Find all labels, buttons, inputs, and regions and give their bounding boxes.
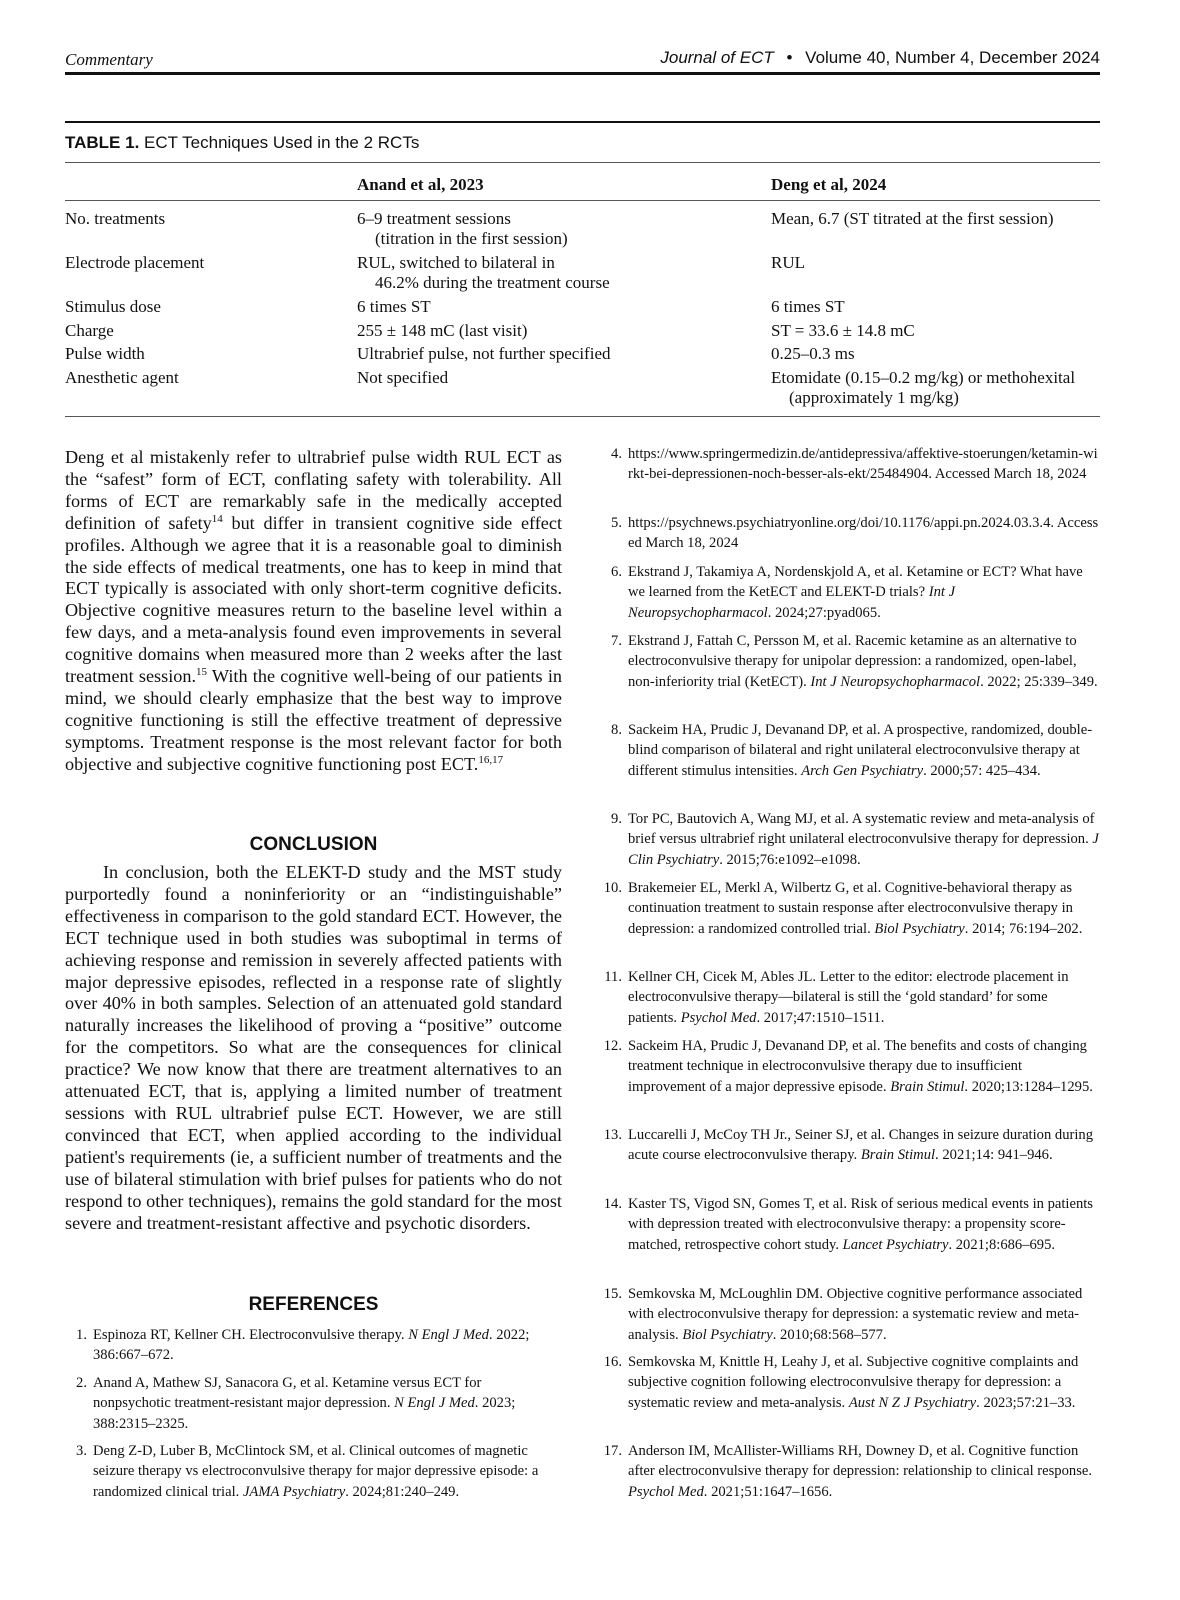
- cell-anand: RUL, switched to bilateral in 46.2% during the treatment course: [357, 253, 610, 292]
- table-col-header-anand: Anand et al, 2023: [357, 175, 484, 194]
- row-label: Pulse width: [65, 344, 145, 363]
- header-rule: [65, 72, 1100, 75]
- section-label: Commentary: [65, 50, 153, 69]
- citation: 16,17: [478, 753, 504, 766]
- table-label: TABLE 1.: [65, 133, 140, 152]
- cell-deng: Etomidate (0.15–0.2 mg/kg) or methohexital (approximately 1 mg/kg): [771, 368, 1076, 407]
- table-col-header-deng: Deng et al, 2024: [771, 175, 887, 194]
- cell-anand: 6 times ST: [357, 297, 431, 316]
- row-label: Electrode placement: [65, 253, 205, 272]
- journal-name: Journal of ECT: [660, 48, 774, 67]
- cell-deng: 0.25–0.3 ms: [771, 344, 855, 363]
- running-header: [65, 48, 1100, 72]
- bullet-separator: •: [786, 48, 793, 67]
- cell-anand: Ultrabrief pulse, not further specified: [357, 344, 611, 363]
- cell-deng: 6 times ST: [771, 297, 845, 316]
- cell-deng: Mean, 6.7 (ST titrated at the first session): [771, 209, 1054, 228]
- table-caption: [65, 133, 419, 153]
- body-paragraph: Deng et al mistakenly refer to ultrabrief pulse width RUL ECT as the “safest” form of ECT, conflating safety with tolerability. All forms of ECT are remarkably safe in the medically accepted definition of safety$^{14}$ but differ in transient cognitive side effect profiles. Although we agree that it is a reasonable goal to diminish the side effects of medical treatments, one has to keep in mind that ECT typically is associated with only short-term cognitive deficits. Objective cognitive measures return to the baseline level within a few days, and a meta-analysis found even improvements in several cognitive domains when measured more than 2 weeks after the last treatment session.$^{15}$ With the cognitive well-being of our patients in mind, we should clearly emphasize that the best way to improve cognitive functioning is still the effective treatment of depressive symptoms. Treatment response is the most relevant factor for both objective and subjective cognitive functioning post ECT.$^{16,17}$: [65, 447, 562, 774]
- journal-issue: [660, 48, 1100, 68]
- table-bottom-rule: [65, 416, 1100, 417]
- row-label: Anesthetic agent: [65, 368, 179, 387]
- row-label: Charge: [65, 321, 114, 340]
- cell-anand: 255 ± 148 mC (last visit): [357, 321, 528, 340]
- row-label: No. treatments: [65, 209, 166, 228]
- cell-deng: ST = 33.6 ± 14.8 mC: [771, 321, 915, 340]
- citation: 14: [211, 512, 223, 525]
- cell-deng: RUL: [771, 253, 805, 272]
- citation: 15: [196, 666, 208, 678]
- cell-anand: Not specified: [357, 368, 449, 387]
- table-title: ECT Techniques Used in the 2 RCTs: [144, 133, 420, 152]
- issue-info: Volume 40, Number 4, December 2024: [805, 48, 1100, 67]
- table-top-rule: [65, 121, 1100, 123]
- row-label: Stimulus dose: [65, 297, 161, 316]
- journal-page: Commentary Journal of ECT • Volume 40, Number 4, December 2024 TABLE 1. ECT Techniques Used in the 2 RCTs Anand et al, 2023 Deng et al, 2024 No. treatments 6–9 treatment sessions (titration in the first session) Mean, 6.7 (ST titrated at the first session) Electrode placement RUL, switched to bilateral in 46.2% during the treatment course RUL Stimulus dose 6 times ST 6 times ST Charge 255 ± 148 mC (last visit) ST = 33.6 ± 14.8 mC Pulse width Ultrabrief pulse, not further specified 0.25–0.3 ms Anesthetic agent Not specified Etomidate (0.15–0.2 mg/kg) or methohexital (approximately 1 mg/kg) Deng et al mistakenly refer to ultrabrief pulse width RUL ECT as the “safest” form of ECT, conflating safety with tolerability. All forms of ECT are remarkably safe in the medically accepted definition of safety$^{14}$ but differ in transient cognitive side effect profiles. Although we agree that it is a reasonable goal to diminish the side effects of medical treatments, one has to keep in mind that ECT typically is associated with only short-term cognitive deficits. Objective cognitive measures return to the baseline level within a few days, and a meta-analysis found even improvements in several cognitive domains when measured more than 2 weeks after the last treatment session.$^{15}$ With the cognitive well-being of our patients in mind, we should clearly emphasize that the best way to improve cognitive functioning is still the effective treatment of depressive symptoms. Treatment response is the most relevant factor for both objective and subjective cognitive functioning post ECT.$^{16,17}$ CONCLUSION In conclusion, both the ELEKT-D study and the MST study purportedly found a noninferiority or an “indistinguishable” effectiveness in comparison to the gold standard ECT. However, the ECT technique used in both studies was suboptimal in terms of achieving response and remission in severely affected patients with major depressive episodes, reflected in a response rate of slightly over 40% in both samples. Selection of an attenuated gold standard naturally increases the likelihood of proving a “positive” outcome for the competitors. So what are the consequences for clinical practice? We now know that there are treatment alternatives to an attenuated ECT, that is, applying a limited number of treatment sessions with RUL ultrabrief pulse ECT. However, we are still convinced that ECT, when applied according to the individual patient's requirements (ie, a sufficient number of treatments and the use of bilateral stimulation with brief pulses for patients who do not respond to other techniques), remains the gold standard for the most severe and treatment-resistant affective and psychotic disorders. REFERENCES 1. Espinoza RT, Kellner CH. Electroconvulsive therapy. N Engl J Med. 2022; 386:667–672. 2. Anand A, Mathew SJ, Sanacora G, et al. Ketamine versus ECT for nonpsychotic treatment-resistant major depression. N Engl J Med. 2023; 388:2315–2325. 3. Deng Z-D, Luber B, McClintock SM, et al. Clinical outcomes of magnetic seizure therapy vs electroconvulsive therapy for major depressive episode: a randomized clinical trial. JAMA Psychiatry. 2024;81:240–249. 4. https://www.springermedizin.de/antidepressiva/affektive-stoerungen/ketamin-wirkt-bei-depressionen-noch-besser-als-ekt/25484904. Accessed March 18, 2024 5. https://psychnews.psychiatryonline.org/doi/10.1176/appi.pn.2024.03.3.4. Accessed March 18, 2024 6. Ekstrand J, Takamiya A, Nordenskjold A, et al. Ketamine or ECT? What have we learned from the KetECT and ELEKT-D trials? Int J Neuropsychopharmacol. 2024;27:pyad065. 7. Ekstrand J, Fattah C, Persson M, et al. Racemic ketamine as an alternative to electroconvulsive therapy for unipolar depression: a randomized, open-label, non-inferiority trial (KetECT). Int J Neuropsychopharmacol. 2022; 25:339–349. 8. Sackeim HA, Prudic J, Devanand DP, et al. A prospective, randomized, double-blind comparison of bilateral and right unilateral electroconvulsive therapy at different stimulus intensities. Arch Gen Psychiatry. 2000;57: 425–434. 9. Tor PC, Bautovich A, Wang MJ, et al. A systematic review and meta-analysis of brief versus ultrabrief right unilateral electroconvulsive therapy for depression. J Clin Psychiatry. 2015;76:e1092–e1098. 10. Brakemeier EL, Merkl A, Wilbertz G, et al. Cognitive-behavioral therapy as continuation treatment to sustain response after electroconvulsive therapy in depression: a randomized controlled trial. Biol Psychiatry. 2014; 76:194–202. 11. Kellner CH, Cicek M, Ables JL. Letter to the editor: electrode placement in electroconvulsive therapy—bilateral is still the ‘gold standard’ for some patients. Psychol Med. 2017;47:1510–1511. 12. Sackeim HA, Prudic J, Devanand DP, et al. The benefits and costs of changing treatment technique in electroconvulsive therapy due to insufficient improvement of a major depressive episode. Brain Stimul. 2020;13:1284–1295. 13. Luccarelli J, McCoy TH Jr., Seiner SJ, et al. Changes in seizure duration during acute course electroconvulsive therapy. Brain Stimul. 2021;14: 941–946. 14. Kaster TS, Vigod SN, Gomes T, et al. Risk of serious medical events in patients with depression treated with electroconvulsive therapy: a propensity score-matched, retrospective cohort study. Lancet Psychiatry. 2021;8:686–695. 15. Semkovska M, McLoughlin DM. Objective cognitive performance associated with electroconvulsive therapy for depression: a systematic review and meta-analysis. Biol Psychiatry. 2010;68:568–577. 16. Semkovska M, Knittle H, Leahy J, et al. Subjective cognitive complaints and subjective cognition following electroconvulsive therapy for depression: a systematic review and meta-analysis. Aust N Z J Psychiatry. 2023;57:21–33. 17. Anderson IM, McAllister-Williams RH, Downey D, et al. Cognitive function after electroconvulsive therapy for depression: relationship to clinical response. Psychol Med. 2021;51:1647–1656.: [65, 48, 1100, 1500]
- conclusion-heading: CONCLUSION: [249, 834, 378, 855]
- conclusion-paragraph: In conclusion, both the ELEKT-D study and the MST study purportedly found a noninferiority or an “indistinguishable” effectiveness in comparison to the gold standard ECT. However, the ECT technique used in both studies was suboptimal in terms of achieving response and remission in severely affected patients with major depressive episodes, reflected in a response rate of slightly over 40% in both samples. Selection of an attenuated gold standard naturally increases the likelihood of proving a “positive” outcome for the competitors. So what are the consequences for clinical practice? We now know that there are treatment alternatives to an attenuated ECT, that is, applying a limited number of treatment sessions with RUL ultrabrief pulse ECT. However, we are still convinced that ECT, when applied according to the individual patient's requirements (ie, a sufficient number of treatments and the use of bilateral stimulation with brief pulses for patients who do not respond to other techniques), remains the gold standard for the most severe and treatment-resistant affective and psychotic disorders.: [65, 862, 562, 1233]
- cell-anand: 6–9 treatment sessions (titration in the first session): [357, 209, 568, 248]
- table-rule: [65, 200, 1100, 201]
- table-rule: [65, 162, 1100, 163]
- references-heading: REFERENCES: [248, 1294, 379, 1315]
